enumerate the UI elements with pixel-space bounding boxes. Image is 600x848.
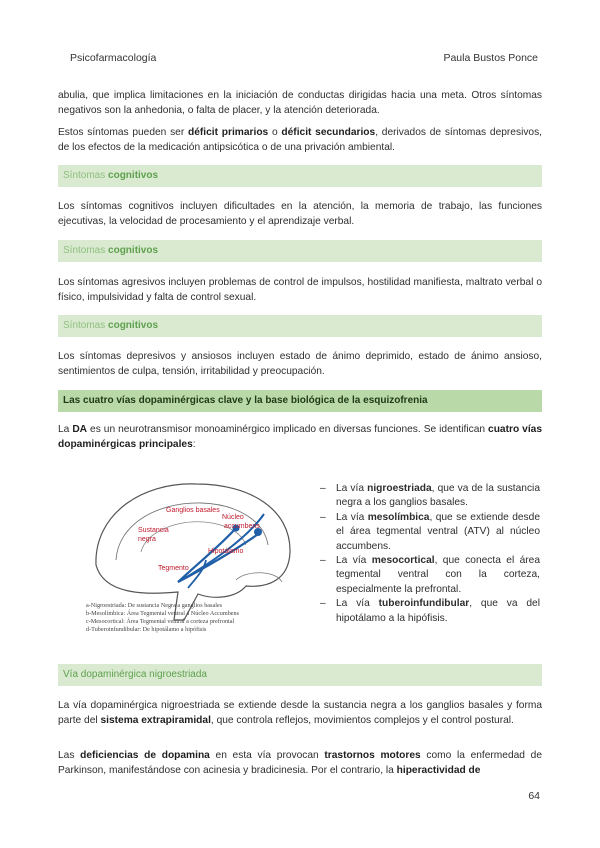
pathway-list [318, 482, 540, 626]
paragraph-nigroestriada: La vía dopaminérgica nigroestriada se extiende desde la sustancia negra a los ganglios basales y forma parte del sistema extrapiramidal, que controla reflejos, movimientos complejos y el control postural. [58, 700, 542, 726]
paragraph-cognitivos: Los síntomas cognitivos incluyen dificultades en la atención, la memoria de trabajo, las funciones ejecutivas, la velocidad de procesamiento y el aprendizaje verbal. [58, 201, 542, 227]
section-bar-cognitivos-1: Síntomas cognitivos [58, 165, 542, 187]
paragraph-da: La DA es un neurotransmisor monoaminérgico implicado en diversas funciones. Se identifican cuatro vías dopaminérgicas principales: [58, 424, 543, 450]
paragraph-depresivos: Los síntomas depresivos y ansiosos incluyen estado de ánimo deprimido, estado de ánimo ansioso, sentimientos de culpa, tensión, irritabilidad y preocupación. [58, 351, 542, 377]
label-negra: negra [138, 536, 156, 543]
paragraph-deficiencias: Las deficiencias de dopamina en esta vía provocan trastornos motores como la enfermedad de Parkinson, manifestándose con acinesia y bradicinesia. Por el contrario, la hiperactividad de [58, 750, 542, 776]
label-ganglios: Ganglios basales [166, 507, 220, 514]
label-sustancia: Sustancia [138, 527, 169, 534]
list-item: – La vía mesocortical, que conecta el área tegmental ventral con la corteza, especialmente la prefrontal. [318, 554, 540, 597]
legend-item: b-Mesolímbica: Área Tegmental ventral a Núcleo Accumbens [86, 610, 240, 617]
figure-legend [86, 602, 286, 634]
section-bar-cognitivos-2: Síntomas cognitivos [58, 240, 542, 262]
brain-outline [96, 484, 290, 620]
legend-item: a-Nigroestriada: De sustancia Negra a ganglios basales [86, 602, 223, 609]
paragraph-agresivos: Los síntomas agresivos incluyen problemas de control de impulsos, hostilidad manifiesta, maltrato verbal o físico, impulsividad y falta de control sexual. [58, 277, 542, 303]
list-item: – La vía nigroestriada, que va de la sustancia negra a los ganglios basales. [318, 482, 540, 511]
header-right: Paula Bustos Ponce [443, 52, 538, 64]
section-bar-nigroestriada: Vía dopaminérgica nigroestriada [58, 664, 542, 686]
header-left: Psicofarmacología [70, 52, 157, 64]
label-accumbens: accumbens [224, 523, 260, 530]
label-nucleo: Núcleo [222, 514, 244, 521]
legend-item: c-Mesocortical: Área Tegmental ventral a corteza prefrontal [86, 618, 235, 625]
paragraph-deficit: Estos síntomas pueden ser déficit primarios o déficit secundarios, derivados de síntomas depresivos, de los efectos de la medicación antipsicótica o de una privación ambiental. [58, 127, 543, 153]
list-item: – La vía mesolímbica, que se extiende desde el área tegmental ventral (ATV) al núcleo accumbens. [318, 511, 540, 554]
list-item: – La vía tuberoinfundibular, que va del hipotálamo a la hipófisis. [318, 597, 540, 626]
section-bar-vias: Las cuatro vías dopaminérgicas clave y la base biológica de la esquizofrenia [58, 390, 542, 412]
section-bar-cognitivos-3: Síntomas cognitivos [58, 315, 542, 337]
label-hipotalamo: Hipotálamo [208, 548, 244, 555]
legend-item: d-Tuberoinfundibular: De hipotálamo a hipófisis [86, 626, 207, 633]
paragraph-abulia: abulia, que implica limitaciones en la iniciación de conductas dirigidas hacia una meta. Otros síntomas negativos son la anhedonia, o falta de placer, y la atención deteriorada. [58, 90, 542, 116]
page-number: 64 [528, 790, 540, 802]
label-tegmento: Tegmento [158, 565, 189, 572]
